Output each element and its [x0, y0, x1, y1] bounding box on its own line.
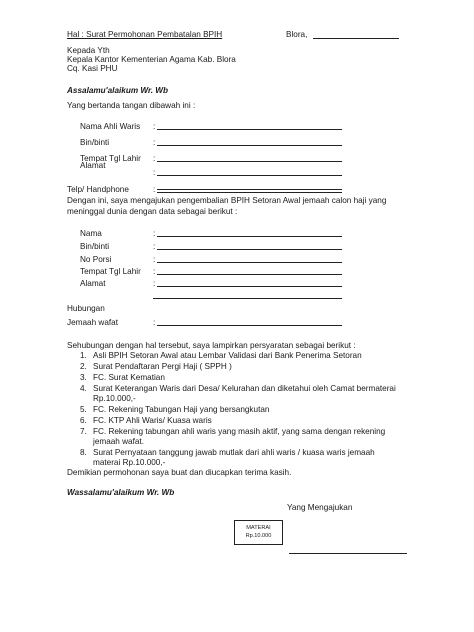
fill-line	[157, 192, 342, 193]
list-number: 1.	[80, 351, 87, 360]
colon: :	[153, 168, 156, 177]
list-item: Asli BPIH Setoran Awal atau Lembar Validasi dari Bank Penerima Setoran	[93, 351, 362, 360]
letter-subject: Hal : Surat Permohonan Pembatalan BPIH	[67, 30, 223, 39]
fill-line	[157, 325, 342, 326]
recipient-line-1: Kepada Yth	[67, 46, 110, 55]
list-item-continuation: Rp.10.000,-	[93, 394, 136, 403]
pilgrim-field-label: No Porsi	[80, 255, 112, 264]
list-item: FC. KTP Ahli Waris/ Kuasa waris	[93, 416, 212, 425]
list-item: Surat Pendaftaran Pergi Haji ( SPPH )	[93, 362, 232, 371]
closing-text: Demikian permohonan saya buat dan diucapkan terima kasih.	[67, 468, 292, 477]
colon: :	[153, 154, 156, 163]
date-line	[313, 38, 399, 39]
list-number: 2.	[80, 362, 87, 371]
list-number: 7.	[80, 427, 87, 436]
paragraph-line: meninggal dunia dengan data sebagai berikut :	[67, 207, 238, 216]
colon: :	[153, 229, 156, 238]
heir-field-label: Alamat	[80, 161, 106, 170]
pilgrim-field-label: Tempat Tgl Lahir	[80, 267, 141, 276]
pilgrim-field-label: Alamat	[80, 279, 106, 288]
fill-line	[157, 274, 342, 275]
heir-field-label: Bin/binti	[80, 138, 110, 147]
list-item: FC. Rekening tabungan ahli waris yang masih aktif, yang sama dengan rekening	[93, 427, 386, 436]
colon: :	[153, 185, 156, 194]
fill-line	[157, 262, 342, 263]
colon: :	[153, 318, 156, 327]
colon: :	[153, 267, 156, 276]
list-item: FC. Rekening Tabungan Haji yang bersangkutan	[93, 405, 270, 414]
signature-line	[289, 553, 407, 554]
pilgrim-field-label: Bin/binti	[80, 242, 110, 251]
fill-line	[153, 298, 342, 299]
pilgrim-field-label: Nama	[80, 229, 102, 238]
list-item-continuation: jemaah wafat.	[93, 437, 144, 446]
recipient-line-2: Kepala Kantor Kementerian Agama Kab. Blora	[67, 55, 236, 64]
stamp-amount: Rp.10.000	[245, 533, 272, 539]
fill-line	[157, 145, 342, 146]
farewell: Wassalamu'alaikum Wr. Wb	[67, 488, 175, 497]
heir-field-label: Telp/ Handphone	[67, 185, 129, 194]
place-date-label: Blora,	[286, 30, 308, 39]
list-number: 3.	[80, 373, 87, 382]
recipient-line-3: Cq. Kasi PHU	[67, 64, 118, 73]
attachments-intro: Sehubungan dengan hal tersebut, saya lampirkan persyaratan sebagai berikut :	[67, 341, 356, 350]
colon: :	[153, 138, 156, 147]
list-number: 8.	[80, 448, 87, 457]
fill-line	[157, 161, 342, 162]
fill-line	[157, 249, 342, 250]
list-item: FC. Surat Kematian	[93, 373, 165, 382]
list-item: Surat Pernyataan tanggung jawab mutlak dari ahli waris / kuasa waris jemaah	[93, 448, 375, 457]
signature-label: Yang Mengajukan	[287, 503, 353, 512]
heir-field-label: Nama Ahli Waris	[80, 122, 141, 131]
colon: :	[153, 255, 156, 264]
greeting: Assalamu'alaikum Wr. Wb	[67, 86, 168, 95]
list-number: 6.	[80, 416, 87, 425]
relation-label: Jemaah wafat	[67, 318, 118, 327]
fill-line	[157, 236, 342, 237]
relation-label: Hubungan	[67, 304, 105, 313]
paragraph-line: Dengan ini, saya mengajukan pengembalian BPIH Setoran Awal jemaah calon haji yang	[67, 196, 387, 205]
list-number: 5.	[80, 405, 87, 414]
colon: :	[153, 122, 156, 131]
list-item: Surat Keterangan Waris dari Desa/ Kelurahan dan diketahui oleh Camat bermaterai	[93, 384, 396, 393]
colon: :	[153, 279, 156, 288]
heir-field-label: Tempat Tgl Lahir	[80, 154, 141, 163]
list-item-continuation: materai Rp.10.000,-	[93, 458, 166, 467]
fill-line	[157, 286, 342, 287]
intro-text: Yang bertanda tangan dibawah ini :	[67, 101, 196, 110]
fill-line	[157, 175, 342, 176]
fill-line	[157, 129, 342, 130]
colon: :	[153, 242, 156, 251]
stamp-title: MATERAI	[246, 525, 271, 531]
list-number: 4.	[80, 384, 87, 393]
revenue-stamp-box	[234, 520, 283, 545]
fill-line	[157, 189, 342, 190]
